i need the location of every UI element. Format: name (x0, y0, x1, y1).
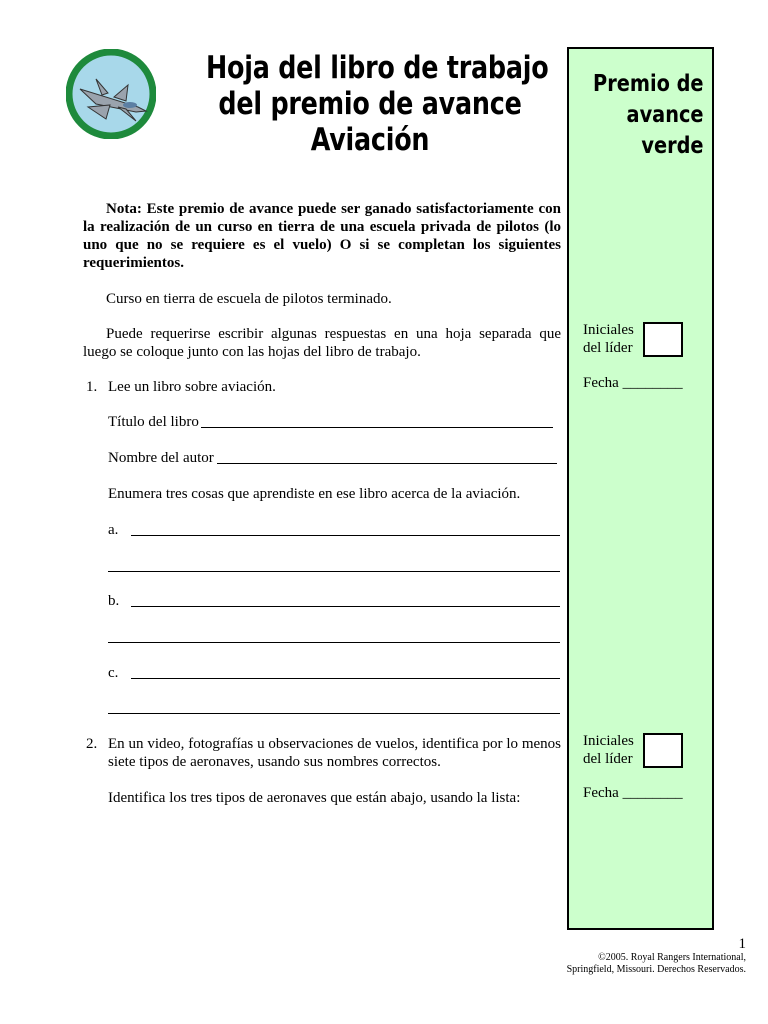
sidebar-title: Premio de avance verde (593, 71, 704, 159)
list-three-text: Enumera tres cosas que aprendiste en ese libro acerca de la aviación. (108, 486, 521, 502)
leader-initials-label-2: Iniciales del líder (583, 733, 634, 767)
leader-initials-box-1[interactable] (643, 322, 683, 357)
answer-c-label: c. (108, 665, 119, 681)
ground-course-text: Curso en tierra de escuela de pilotos terminado. (106, 291, 392, 307)
author-field[interactable] (217, 463, 557, 464)
answer-b-line-2[interactable] (108, 642, 560, 643)
item-2-number: 2. (86, 736, 98, 752)
leader-initials-label-1: Iniciales del líder (583, 322, 634, 356)
note-paragraph: Nota: Este premio de avance puede ser ganado satisfactoriamente con la realización de un curso en tierra de una escuela privada de pilotos (lo uno que no se requiere es el vuelo) O si se completan los siguientes requerimientos. (83, 201, 561, 271)
book-title-field[interactable] (201, 427, 553, 428)
book-title-label: Título del libro (108, 414, 199, 430)
answer-c-line-2[interactable] (108, 713, 560, 714)
leader-initials-box-2[interactable] (643, 733, 683, 768)
separate-sheet-text: Puede requerirse escribir algunas respuestas en una hoja separada que luego se coloque junto con las hojas del libro de trabajo. (83, 326, 561, 360)
item-1-text: Lee un libro sobre aviación. (108, 379, 276, 395)
author-label: Nombre del autor (108, 450, 214, 466)
copyright: ©2005. Royal Rangers International, Springfield, Missouri. Derechos Reservados. (566, 952, 746, 975)
fighter-jet-icon (66, 49, 156, 139)
page-number: 1 (738, 936, 746, 952)
date-field-1[interactable]: Fecha ________ (583, 375, 683, 391)
item-2-text: En un video, fotografías u observaciones de vuelos, identifica por lo menos siete tipos de aeronaves, usando sus nombres correctos. (108, 736, 561, 770)
page-title: Hoja del libro de trabajo del premio de avance Aviación (206, 50, 549, 158)
answer-b-label: b. (108, 593, 120, 609)
identify-three-text: Identifica los tres tipos de aeronaves que están abajo, usando la lista: (108, 790, 521, 806)
answer-a-label: a. (108, 522, 119, 538)
answer-a-line-1[interactable] (131, 535, 560, 536)
answer-a-line-2[interactable] (108, 571, 560, 572)
answer-c-line-1[interactable] (131, 678, 560, 679)
date-field-2[interactable]: Fecha ________ (583, 785, 683, 801)
answer-b-line-1[interactable] (131, 606, 560, 607)
item-1-number: 1. (86, 379, 98, 395)
